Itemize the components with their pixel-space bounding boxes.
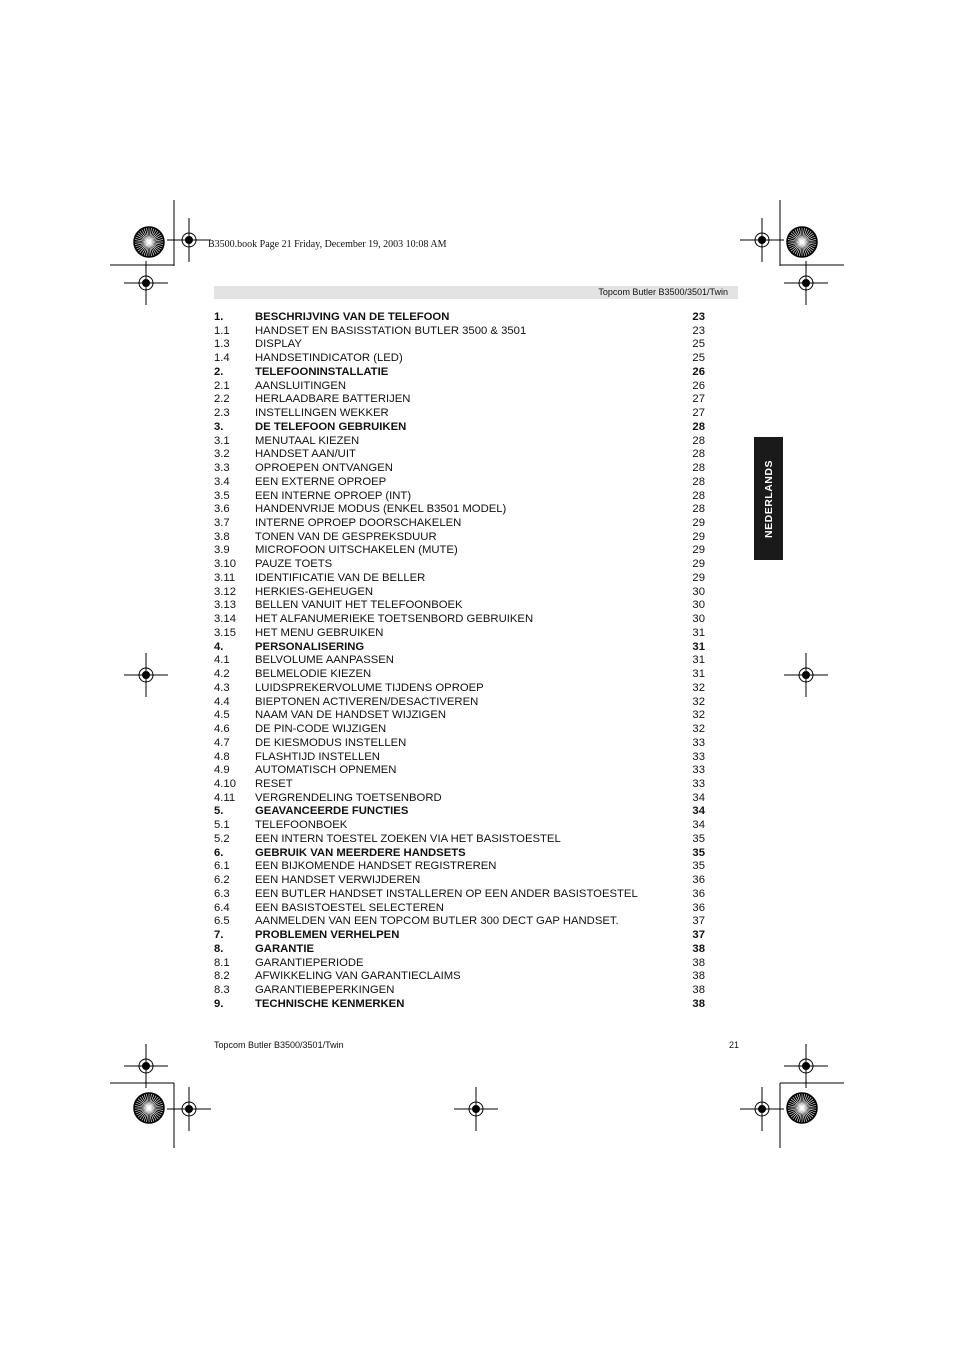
toc-row xyxy=(214,819,708,833)
toc-page: 26 xyxy=(692,379,705,392)
toc-title: OPROEPEN ONTVANGEN xyxy=(255,462,393,475)
toc-num: 6.2 xyxy=(214,874,230,887)
toc-row xyxy=(214,751,708,765)
toc-title: IDENTIFICATIE VAN DE BELLER xyxy=(255,571,426,584)
toc-num: 5. xyxy=(214,805,224,818)
toc-row xyxy=(214,476,708,490)
toc-page: 25 xyxy=(692,338,705,351)
toc-page: 35 xyxy=(692,860,705,873)
toc-title: TONEN VAN DE GESPREKSDUUR xyxy=(255,530,437,543)
running-header xyxy=(214,286,738,299)
toc-chapter-row xyxy=(214,366,708,380)
toc-title: DE KIESMODUS INSTELLEN xyxy=(255,736,407,749)
toc-row xyxy=(214,448,708,462)
toc-title: PAUZE TOETS xyxy=(255,558,333,571)
toc-page: 34 xyxy=(692,791,705,804)
toc-num: 3.15 xyxy=(214,626,236,639)
toc-title: DE TELEFOON GEBRUIKEN xyxy=(255,420,407,433)
toc-num: 3.4 xyxy=(214,475,230,488)
registration-target-icon xyxy=(784,1044,828,1088)
toc-page: 33 xyxy=(692,777,705,790)
toc-title: HANDSETINDICATOR (LED) xyxy=(255,352,403,365)
toc-title: DISPLAY xyxy=(255,338,302,351)
toc-row xyxy=(214,709,708,723)
toc-page: 37 xyxy=(692,915,705,928)
toc-num: 3.1 xyxy=(214,434,230,447)
toc-num: 4.9 xyxy=(214,764,230,777)
toc-num: 3.14 xyxy=(214,613,236,626)
toc-row xyxy=(214,902,708,916)
toc-page: 33 xyxy=(692,764,705,777)
toc-row xyxy=(214,970,708,984)
toc-num: 7. xyxy=(214,929,224,942)
toc-num: 6. xyxy=(214,846,224,859)
toc-row xyxy=(214,833,708,847)
toc-page: 35 xyxy=(692,846,705,859)
toc-page: 37 xyxy=(692,929,705,942)
header-title: Topcom Butler B3500/3501/Twin xyxy=(598,287,728,297)
toc-row xyxy=(214,627,708,641)
toc-title: INSTELLINGEN WEKKER xyxy=(255,407,389,420)
toc-row xyxy=(214,435,708,449)
toc-num: 1. xyxy=(214,311,224,323)
toc-page: 31 xyxy=(692,654,705,667)
toc-chapter-row xyxy=(214,943,708,957)
toc-page: 29 xyxy=(692,571,705,584)
toc-row xyxy=(214,723,708,737)
toc-title: EEN INTERN TOESTEL ZOEKEN VIA HET BASISTOESTEL xyxy=(255,832,561,845)
toc-page: 31 xyxy=(692,668,705,681)
side-tab-label: NEDERLANDS xyxy=(762,459,775,538)
toc-num: 3.3 xyxy=(214,462,230,475)
toc-page: 27 xyxy=(692,393,705,406)
toc-title: INTERNE OPROEP DOORSCHAKELEN xyxy=(255,517,462,530)
toc-title: AANSLUITINGEN xyxy=(255,379,347,392)
toc-chapter-row xyxy=(214,847,708,861)
toc-title: GARANTIEPERIODE xyxy=(255,956,364,969)
toc-row xyxy=(214,393,708,407)
toc-page: 36 xyxy=(692,874,705,887)
toc-page: 28 xyxy=(692,503,705,516)
toc-page: 25 xyxy=(692,352,705,365)
toc-row xyxy=(214,531,708,545)
toc-page: 38 xyxy=(692,997,705,1010)
toc-title: EEN BUTLER HANDSET INSTALLEREN OP EEN ANDER BASISTOESTEL xyxy=(255,887,638,900)
toc-title: GEBRUIK VAN MEERDERE HANDSETS xyxy=(255,846,466,859)
toc-num: 8.1 xyxy=(214,956,230,969)
registration-target-icon xyxy=(740,218,784,262)
toc-title: AANMELDEN VAN EEN TOPCOM BUTLER 300 DECT GAP HANDSET. xyxy=(255,915,619,928)
toc-num: 2.2 xyxy=(214,393,230,406)
toc-num: 3.11 xyxy=(214,571,236,584)
toc-page: 28 xyxy=(692,462,705,475)
toc-row xyxy=(214,572,708,586)
toc-num: 8. xyxy=(214,942,224,955)
toc-title: EEN EXTERNE OPROEP xyxy=(255,475,387,488)
toc-num: 3.6 xyxy=(214,503,230,516)
toc-num: 1.4 xyxy=(214,352,230,365)
language-side-tab xyxy=(754,437,783,560)
toc-page: 31 xyxy=(692,640,705,653)
toc-chapter-row xyxy=(214,641,708,655)
toc-row xyxy=(214,957,708,971)
registration-target-icon xyxy=(784,261,828,305)
toc-title: HANDENVRIJE MODUS (ENKEL B3501 MODEL) xyxy=(255,503,507,516)
toc-title: LUIDSPREKERVOLUME TIJDENS OPROEP xyxy=(255,681,484,694)
toc-num: 1.1 xyxy=(214,324,230,337)
footer-title: Topcom Butler B3500/3501/Twin xyxy=(214,1040,344,1050)
toc-row xyxy=(214,888,708,902)
toc-num: 3.2 xyxy=(214,448,230,461)
toc-page: 36 xyxy=(692,887,705,900)
registration-target-icon xyxy=(740,1087,784,1131)
toc-num: 3.10 xyxy=(214,558,236,571)
toc-page: 29 xyxy=(692,517,705,530)
toc-title: VERGRENDELING TOETSENBORD xyxy=(255,791,442,804)
toc-row xyxy=(214,558,708,572)
toc-row xyxy=(214,654,708,668)
toc-row xyxy=(214,325,708,339)
toc-num: 8.3 xyxy=(214,983,230,996)
toc-page: 32 xyxy=(692,681,705,694)
toc-page: 31 xyxy=(692,626,705,639)
toc-num: 4. xyxy=(214,640,224,653)
toc-row xyxy=(214,490,708,504)
toc-num: 4.7 xyxy=(214,736,230,749)
toc-page: 30 xyxy=(692,585,705,598)
toc-page: 32 xyxy=(692,695,705,708)
toc-num: 9. xyxy=(214,997,224,1010)
star-target-icon xyxy=(134,227,164,257)
toc-num: 4.2 xyxy=(214,668,230,681)
toc-page: 38 xyxy=(692,956,705,969)
toc-row xyxy=(214,503,708,517)
toc-row xyxy=(214,682,708,696)
toc-num: 4.1 xyxy=(214,654,230,667)
toc-page: 38 xyxy=(692,942,705,955)
toc-page: 32 xyxy=(692,723,705,736)
toc-page: 28 xyxy=(692,489,705,502)
toc-page: 34 xyxy=(692,819,705,832)
toc-num: 4.8 xyxy=(214,750,230,763)
toc-page: 23 xyxy=(692,311,705,323)
toc-num: 3.12 xyxy=(214,585,236,598)
star-target-icon xyxy=(787,227,817,257)
toc-page: 30 xyxy=(692,613,705,626)
toc-row xyxy=(214,874,708,888)
toc-row xyxy=(214,544,708,558)
registration-target-icon xyxy=(454,1087,498,1131)
toc-num: 4.5 xyxy=(214,709,230,722)
toc-row xyxy=(214,792,708,806)
toc-num: 6.4 xyxy=(214,901,230,914)
toc-title: TELEFOONBOEK xyxy=(255,819,348,832)
toc-title: NAAM VAN DE HANDSET WIJZIGEN xyxy=(255,709,447,722)
toc-num: 1.3 xyxy=(214,338,230,351)
toc-row xyxy=(214,462,708,476)
toc-page: 29 xyxy=(692,544,705,557)
toc-chapter-row xyxy=(214,805,708,819)
toc-page: 32 xyxy=(692,709,705,722)
toc-num: 4.11 xyxy=(214,791,236,804)
toc-row xyxy=(214,407,708,421)
toc-title: FLASHTIJD INSTELLEN xyxy=(255,750,380,763)
registration-target-icon xyxy=(124,653,168,697)
toc-num: 8.2 xyxy=(214,970,230,983)
toc-num: 4.6 xyxy=(214,723,230,736)
toc-chapter-row xyxy=(214,998,708,1012)
toc-page: 28 xyxy=(692,475,705,488)
toc-row xyxy=(214,764,708,778)
toc-title: BESCHRIJVING VAN DE TELEFOON xyxy=(255,311,450,323)
toc-title: HET ALFANUMERIEKE TOETSENBORD GEBRUIKEN xyxy=(255,613,534,626)
toc-page: 28 xyxy=(692,434,705,447)
toc-chapter-row xyxy=(214,421,708,435)
toc-row xyxy=(214,338,708,352)
toc-row xyxy=(214,586,708,600)
toc-title: GARANTIEBEPERKINGEN xyxy=(255,983,395,996)
toc-title: MICROFOON UITSCHAKELEN (MUTE) xyxy=(255,544,458,557)
toc-page: 34 xyxy=(692,805,705,818)
toc-page: 28 xyxy=(692,448,705,461)
toc-page: 38 xyxy=(692,983,705,996)
toc-row xyxy=(214,668,708,682)
toc-num: 3.8 xyxy=(214,530,230,543)
toc-row xyxy=(214,352,708,366)
toc-row xyxy=(214,599,708,613)
toc-row xyxy=(214,696,708,710)
toc-row xyxy=(214,613,708,627)
toc-num: 6.1 xyxy=(214,860,230,873)
toc-title: EEN BASISTOESTEL SELECTEREN xyxy=(255,901,444,914)
toc-num: 6.3 xyxy=(214,887,230,900)
toc-page: 27 xyxy=(692,407,705,420)
registration-target-icon xyxy=(124,261,168,305)
toc-num: 3.5 xyxy=(214,489,230,502)
toc-title: BELMELODIE KIEZEN xyxy=(255,668,372,681)
toc-title: TELEFOONINSTALLATIE xyxy=(255,365,389,378)
toc-num: 2.1 xyxy=(214,379,230,392)
toc-page: 36 xyxy=(692,901,705,914)
toc-page: 23 xyxy=(692,324,705,337)
toc-title: MENUTAAL KIEZEN xyxy=(255,434,360,447)
registration-target-icon xyxy=(124,1044,168,1088)
toc-title: BIEPTONEN ACTIVEREN/DESACTIVEREN xyxy=(255,695,479,708)
toc-page: 33 xyxy=(692,750,705,763)
toc-num: 3.13 xyxy=(214,599,236,612)
toc-chapter-row xyxy=(214,929,708,943)
toc-num: 2. xyxy=(214,365,224,378)
toc-row xyxy=(214,915,708,929)
toc-row xyxy=(214,860,708,874)
toc-title: HANDSET EN BASISSTATION BUTLER 3500 & 3501 xyxy=(255,324,527,337)
toc-title: DE PIN-CODE WIJZIGEN xyxy=(255,723,387,736)
toc-num: 2.3 xyxy=(214,407,230,420)
toc-title: HANDSET AAN/UIT xyxy=(255,448,356,461)
toc-page: 35 xyxy=(692,832,705,845)
toc-title: EEN INTERNE OPROEP (INT) xyxy=(255,489,412,502)
toc-row xyxy=(214,380,708,394)
toc-title: GARANTIE xyxy=(255,942,314,955)
page-number: 21 xyxy=(729,1040,740,1050)
toc-title: EEN BIJKOMENDE HANDSET REGISTREREN xyxy=(255,860,497,873)
toc-page: 29 xyxy=(692,558,705,571)
toc-page: 29 xyxy=(692,530,705,543)
toc-title: EEN HANDSET VERWIJDEREN xyxy=(255,874,421,887)
toc-title: TECHNISCHE KENMERKEN xyxy=(255,997,405,1010)
toc-page: 33 xyxy=(692,736,705,749)
toc-page: 30 xyxy=(692,599,705,612)
toc-title: PROBLEMEN VERHELPEN xyxy=(255,929,400,942)
table-of-contents xyxy=(214,311,708,1011)
toc-num: 3. xyxy=(214,420,224,433)
toc-num: 4.4 xyxy=(214,695,230,708)
toc-num: 5.2 xyxy=(214,832,230,845)
toc-title: AUTOMATISCH OPNEMEN xyxy=(255,764,397,777)
toc-page: 28 xyxy=(692,420,705,433)
toc-title: HET MENU GEBRUIKEN xyxy=(255,626,384,639)
toc-row xyxy=(214,984,708,998)
toc-chapter-row xyxy=(214,311,708,325)
star-target-icon xyxy=(787,1093,817,1123)
toc-title: GEAVANCEERDE FUNCTIES xyxy=(255,805,409,818)
toc-num: 4.3 xyxy=(214,681,230,694)
print-slug: B3500.book Page 21 Friday, December 19, 2003 10:08 AM xyxy=(208,239,447,250)
registration-target-icon xyxy=(784,653,828,697)
toc-title: HERKIES-GEHEUGEN xyxy=(255,585,374,598)
toc-title: BELLEN VANUIT HET TELEFOONBOEK xyxy=(255,599,463,612)
toc-title: AFWIKKELING VAN GARANTIECLAIMS xyxy=(255,970,461,983)
toc-num: 3.9 xyxy=(214,544,230,557)
toc-title: PERSONALISERING xyxy=(255,640,365,653)
star-target-icon xyxy=(134,1093,164,1123)
toc-page: 38 xyxy=(692,970,705,983)
toc-num: 4.10 xyxy=(214,777,236,790)
toc-title: RESET xyxy=(255,777,293,790)
toc-page: 26 xyxy=(692,365,705,378)
toc-num: 3.7 xyxy=(214,517,230,530)
toc-row xyxy=(214,517,708,531)
toc-title: HERLAADBARE BATTERIJEN xyxy=(255,393,411,406)
toc-num: 6.5 xyxy=(214,915,230,928)
toc-row xyxy=(214,737,708,751)
toc-title: BELVOLUME AANPASSEN xyxy=(255,654,394,667)
toc-num: 5.1 xyxy=(214,819,230,832)
toc-row xyxy=(214,778,708,792)
